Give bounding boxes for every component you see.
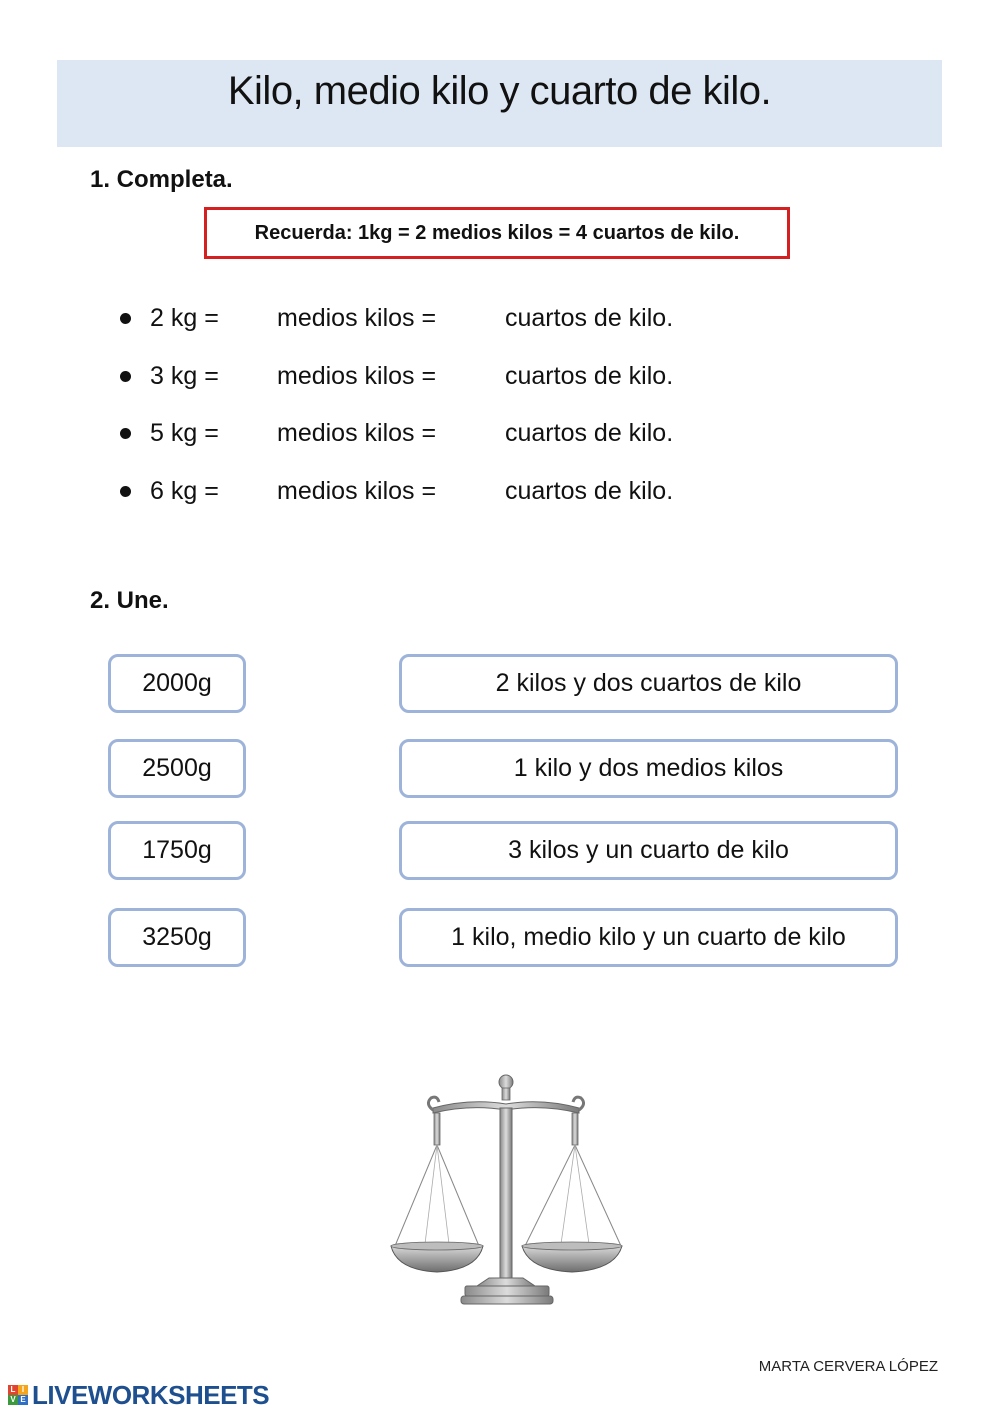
liveworksheets-brand[interactable] — [8, 1380, 269, 1410]
title-banner — [57, 60, 942, 147]
grams-box-3250[interactable]: 3250g — [108, 908, 246, 967]
half-kilos-label: medios kilos = — [277, 361, 437, 390]
section-2-heading: 2. Une. — [90, 587, 169, 614]
balance-scale-icon — [385, 1072, 630, 1312]
description-box-4[interactable]: 1 kilo, medio kilo y un cuarto de kilo — [399, 908, 898, 967]
quarter-kilos-label: cuartos de kilo. — [505, 304, 674, 332]
description-box-3[interactable]: 3 kilos y un cuarto de kilo — [399, 821, 898, 880]
grams-box-1750[interactable]: 1750g — [108, 821, 246, 880]
kg-label: 6 kg = — [150, 476, 219, 505]
grams-box-2000[interactable]: 2000g — [108, 654, 246, 713]
quarter-kilos-label: cuartos de kilo. — [505, 419, 674, 447]
grams-box-2500[interactable]: 2500g — [108, 739, 246, 798]
description-box-2[interactable]: 1 kilo y dos medios kilos — [399, 739, 898, 798]
bullet-icon — [120, 371, 131, 382]
brand-name: LIVEWORKSHEETS — [32, 1379, 270, 1410]
description-box-1[interactable]: 2 kilos y dos cuartos de kilo — [399, 654, 898, 713]
kg-label: 2 kg = — [150, 304, 219, 332]
kg-label: 5 kg = — [150, 419, 219, 447]
quarter-kilos-label: cuartos de kilo. — [505, 361, 674, 390]
bullet-icon — [120, 428, 131, 439]
bullet-icon — [120, 313, 131, 324]
reminder-box: Recuerda: 1kg = 2 medios kilos = 4 cuartos de kilo. — [204, 207, 790, 259]
section-1-heading: 1. Completa. — [90, 166, 233, 193]
half-kilos-label: medios kilos = — [277, 476, 437, 505]
author-credit: MARTA CERVERA LÓPEZ — [758, 1358, 938, 1375]
liveworksheets-logo-icon: L I V E — [8, 1385, 28, 1405]
bullet-icon — [120, 486, 131, 497]
page-title: Kilo, medio kilo y cuarto de kilo. — [227, 69, 772, 113]
kg-label: 3 kg = — [150, 361, 219, 390]
half-kilos-label: medios kilos = — [277, 304, 437, 332]
quarter-kilos-label: cuartos de kilo. — [505, 476, 674, 505]
half-kilos-label: medios kilos = — [277, 419, 437, 447]
